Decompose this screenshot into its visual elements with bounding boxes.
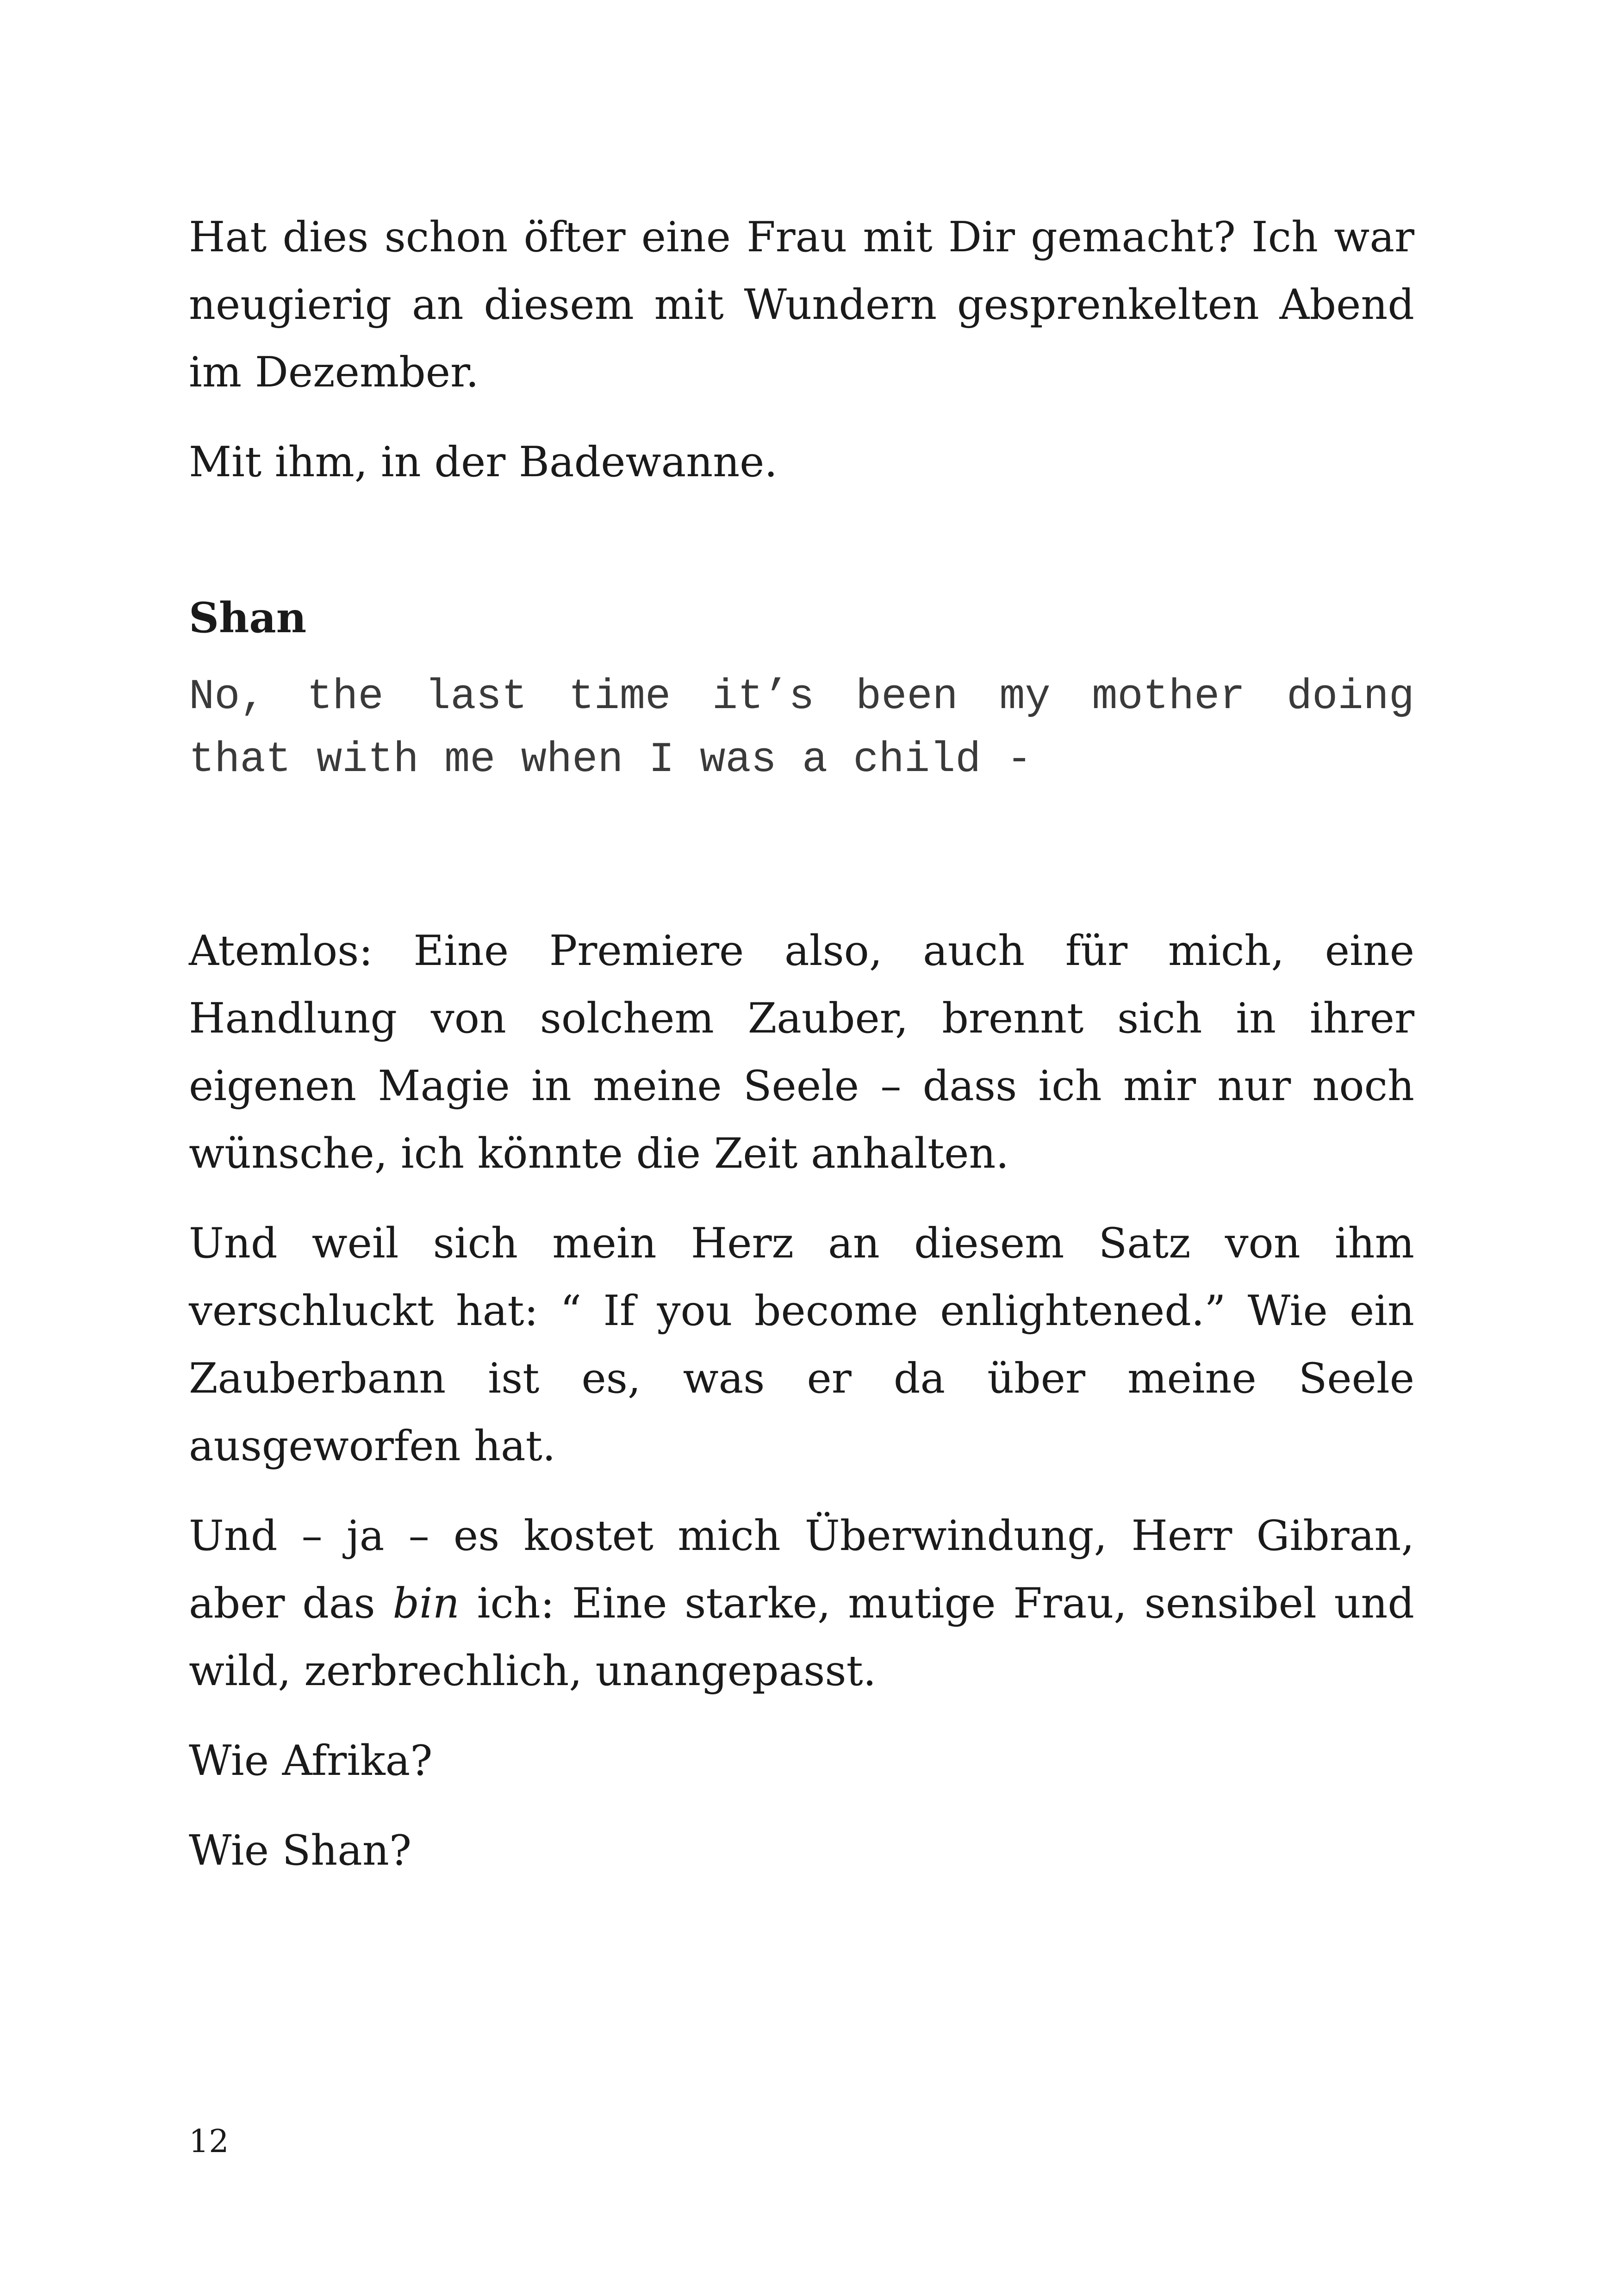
body-paragraph-3 xyxy=(189,1502,1414,1705)
body-paragraph-5: Wie Shan? xyxy=(189,1826,412,1875)
intro-paragraph-1: Hat dies schon öfter eine Frau mit Dir gemacht? Ich war neugierig an diesem mit Wundern gesprenkelten Abend im Dezember. xyxy=(189,213,1414,397)
page-number: 12 xyxy=(189,2123,229,2160)
body-paragraph-3-part-2: ich: Eine starke, mutige Frau, sensibel und wild, zerbrechlich, unangepasst. xyxy=(189,1579,1415,1695)
body-paragraph-1: Atemlos: Eine Premiere also, auch für mich, eine Handlung von solchem Zauber, brennt sich in ihrer eigenen Magie in meine Seele – dass ich mir nur noch wünsche, ich könnte die Zeit anhalten. xyxy=(189,927,1414,1178)
speaker-heading: Shan xyxy=(189,593,307,642)
body-paragraph-4: Wie Afrika? xyxy=(189,1736,433,1785)
intro-paragraph-2: Mit ihm, in der Badewanne. xyxy=(189,438,778,486)
body-paragraph-3-emphasis: bin xyxy=(392,1579,460,1628)
speaker-quote: No, the last time it’s been my mother doing that with me when I was a child - xyxy=(189,672,1414,784)
body-paragraph-3-part-1: Und – ja – es kostet mich Überwindung, Herr Gibran, aber das xyxy=(189,1512,1414,1628)
page-content xyxy=(189,204,1414,1885)
body-paragraph-2: Und weil sich mein Herz an diesem Satz von ihm verschluckt hat: “ If you become enlightened.” Wie ein Zauberbann ist es, was er da über meine Seele ausgeworfen hat. xyxy=(189,1219,1414,1470)
